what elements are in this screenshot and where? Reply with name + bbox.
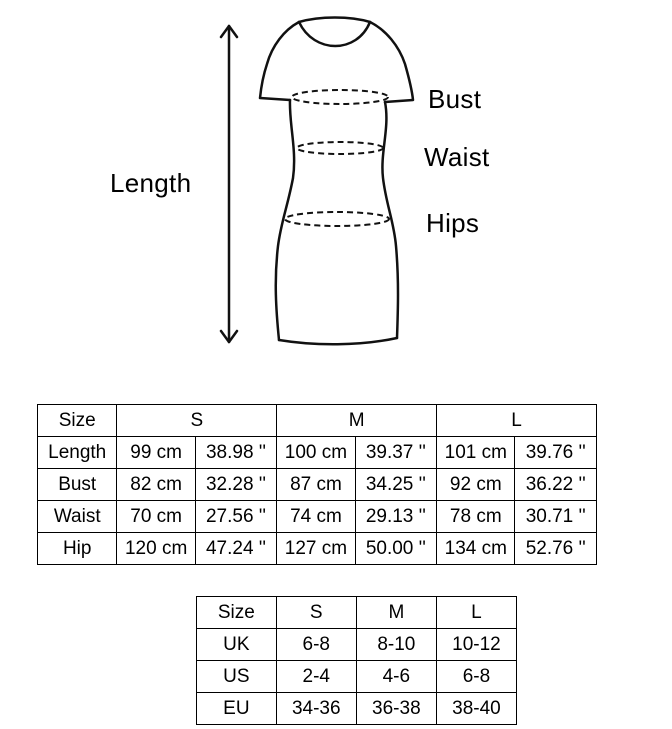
size-conversion-table xyxy=(196,596,517,725)
table-cell: 52.76 '' xyxy=(515,533,597,565)
table-cell: 4-6 xyxy=(356,661,436,693)
table-cell: 70 cm xyxy=(117,501,195,533)
table-cell: 36-38 xyxy=(356,693,436,725)
table-cell: 92 cm xyxy=(437,469,515,501)
table-cell: 120 cm xyxy=(117,533,195,565)
measurement-table xyxy=(37,404,597,565)
waist-measure-line xyxy=(297,142,383,154)
waist-label: Waist xyxy=(424,142,490,172)
row-label: Bust xyxy=(38,469,117,501)
size-l-header: L xyxy=(437,405,597,437)
table-cell: 2-4 xyxy=(276,661,356,693)
table-row xyxy=(38,501,597,533)
table-row xyxy=(38,533,597,565)
table-row xyxy=(197,693,517,725)
table-cell: 82 cm xyxy=(117,469,195,501)
length-label: Length xyxy=(110,168,192,198)
size-m-header: M xyxy=(277,405,437,437)
dress-outline xyxy=(260,18,413,345)
table-cell: 134 cm xyxy=(437,533,515,565)
table-cell: 8-10 xyxy=(356,629,436,661)
hips-label: Hips xyxy=(426,208,480,238)
table-cell: 6-8 xyxy=(276,629,356,661)
row-label: Waist xyxy=(38,501,117,533)
table-row xyxy=(197,629,517,661)
length-arrow-icon xyxy=(221,26,237,342)
table-row xyxy=(38,437,597,469)
table-header-row xyxy=(197,597,517,629)
size-l-header: L xyxy=(436,597,516,629)
table-cell: 36.22 '' xyxy=(515,469,597,501)
row-label: Length xyxy=(38,437,117,469)
table-cell: 100 cm xyxy=(277,437,355,469)
table-cell: 127 cm xyxy=(277,533,355,565)
table-cell: 10-12 xyxy=(436,629,516,661)
row-label: Hip xyxy=(38,533,117,565)
table-cell: 78 cm xyxy=(437,501,515,533)
table-cell: 47.24 '' xyxy=(195,533,276,565)
table-cell: 38-40 xyxy=(436,693,516,725)
table-cell: 87 cm xyxy=(277,469,355,501)
table-cell: 29.13 '' xyxy=(355,501,436,533)
table-cell: 101 cm xyxy=(437,437,515,469)
table-cell: 99 cm xyxy=(117,437,195,469)
row-label: UK xyxy=(197,629,277,661)
table-cell: 34-36 xyxy=(276,693,356,725)
table-header-row xyxy=(38,405,597,437)
table-cell: 50.00 '' xyxy=(355,533,436,565)
table-cell: 38.98 '' xyxy=(195,437,276,469)
table-cell: 74 cm xyxy=(277,501,355,533)
row-label: EU xyxy=(197,693,277,725)
size-header-cell: Size xyxy=(197,597,277,629)
table-cell: 32.28 '' xyxy=(195,469,276,501)
table-row xyxy=(38,469,597,501)
hips-measure-line xyxy=(285,212,389,226)
table-cell: 39.37 '' xyxy=(355,437,436,469)
size-s-header: S xyxy=(117,405,277,437)
size-m-header: M xyxy=(356,597,436,629)
table-cell: 6-8 xyxy=(436,661,516,693)
table-cell: 27.56 '' xyxy=(195,501,276,533)
size-s-header: S xyxy=(276,597,356,629)
bust-label: Bust xyxy=(428,84,482,114)
table-row xyxy=(197,661,517,693)
size-header-cell: Size xyxy=(38,405,117,437)
table-cell: 39.76 '' xyxy=(515,437,597,469)
table-cell: 30.71 '' xyxy=(515,501,597,533)
row-label: US xyxy=(197,661,277,693)
bust-measure-line xyxy=(292,90,388,104)
table-cell: 34.25 '' xyxy=(355,469,436,501)
